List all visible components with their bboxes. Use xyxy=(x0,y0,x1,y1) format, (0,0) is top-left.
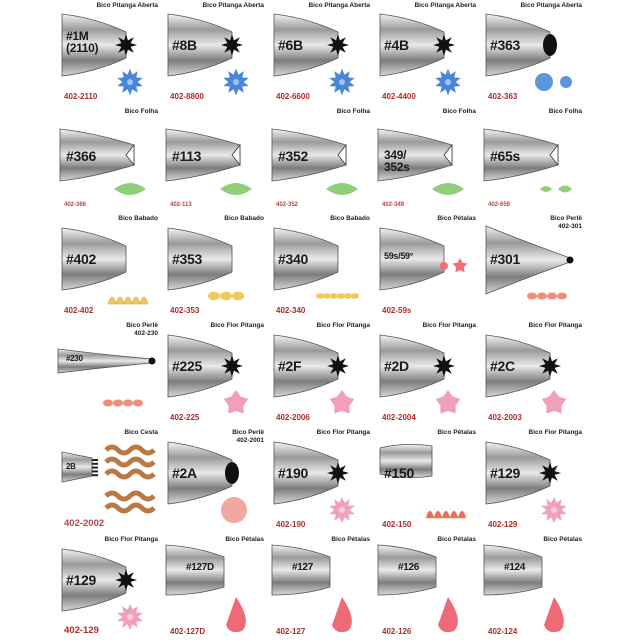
tip-number-label: #402 xyxy=(66,251,96,267)
tip-number-label: #126 xyxy=(398,562,420,573)
category-label: Bico Pitanga Aberta xyxy=(520,2,582,9)
tip-card xyxy=(268,107,374,214)
icing-basket-weave-sample xyxy=(106,459,154,465)
icing-ruffle-sample xyxy=(108,297,148,304)
category-label: Bico Folha xyxy=(124,108,158,115)
product-code-label: 402-190 xyxy=(276,520,306,529)
product-code-label: 402-363 xyxy=(488,92,518,101)
tip-illustration xyxy=(268,214,374,321)
category-label: Bico Cesta xyxy=(124,429,158,436)
category-label: Bico Perlê xyxy=(232,429,264,436)
tip-card xyxy=(56,321,162,428)
icing-dot-sample xyxy=(537,293,547,300)
tip-card xyxy=(56,535,162,642)
round-opening-icon xyxy=(567,257,574,264)
category-label: Bico Flor Pitanga xyxy=(528,322,582,329)
product-code-label: 402-113 xyxy=(170,202,192,208)
product-code-label: 402-150 xyxy=(382,520,412,529)
tip-card xyxy=(162,321,268,428)
icing-leaf-sample xyxy=(220,183,252,195)
tip-illustration xyxy=(374,428,480,535)
tip-number-label: #129 xyxy=(66,572,96,588)
icing-dot-sample xyxy=(133,400,143,407)
icing-flower-center xyxy=(127,614,133,620)
basket-teeth-icon xyxy=(92,467,98,469)
icing-ball-sample xyxy=(221,497,247,523)
icing-leaf-sample xyxy=(326,183,358,195)
product-code-label: 402-659 xyxy=(488,202,511,208)
icing-dot-sample xyxy=(330,293,338,299)
tip-card xyxy=(162,535,268,642)
tip-number-label: 2B xyxy=(66,462,76,471)
star-opening-icon xyxy=(115,569,137,591)
category-label: Bico Folha xyxy=(336,108,370,115)
product-code-label: 402-2004 xyxy=(382,413,416,422)
tip-number-label: #4B xyxy=(384,37,409,53)
product-code-label: 402-2001 xyxy=(236,437,264,444)
icing-dot-sample xyxy=(103,400,113,407)
tip-number-label: #150 xyxy=(384,465,414,481)
tip-illustration xyxy=(480,321,586,428)
tip-card xyxy=(56,214,162,321)
tip-illustration xyxy=(480,214,586,321)
tip-number-label: #225 xyxy=(172,358,202,374)
basket-teeth-icon xyxy=(92,470,98,472)
tip-illustration xyxy=(162,214,268,321)
icing-basket-weave-sample xyxy=(106,505,154,511)
tip-illustration xyxy=(268,428,374,535)
tip-number-label: #127D xyxy=(186,562,214,573)
icing-leaf-sample xyxy=(114,183,146,195)
tip-number-label: #190 xyxy=(278,465,308,481)
tip-card xyxy=(268,428,374,535)
category-label: Bico Babado xyxy=(330,215,370,222)
tip-card xyxy=(374,107,480,214)
tip-card xyxy=(162,428,268,535)
category-label: Bico Perlê xyxy=(126,322,158,329)
basket-teeth-icon xyxy=(92,463,98,465)
round-opening-icon xyxy=(543,34,557,56)
icing-blob-sample xyxy=(535,73,553,91)
category-label: Bico Flor Pitanga xyxy=(528,429,582,436)
tip-number-label: #352 xyxy=(278,148,308,164)
product-code-label: 402-366 xyxy=(64,202,87,208)
category-label: Bico Flor Pitanga xyxy=(210,322,264,329)
round-opening-icon xyxy=(225,462,239,484)
icing-dot-sample xyxy=(123,400,133,407)
tip-number-label: #2D xyxy=(384,358,409,374)
tip-card xyxy=(480,321,586,428)
product-code-label: 402-352 xyxy=(276,202,299,208)
tip-card xyxy=(268,535,374,642)
category-label: Bico Flor Pitanga xyxy=(316,429,370,436)
icing-dot-sample xyxy=(557,293,567,300)
category-label: Bico Pitanga Aberta xyxy=(96,2,158,9)
tip-card xyxy=(374,214,480,321)
icing-dot-sample xyxy=(232,292,244,300)
icing-petal-sample xyxy=(226,597,246,632)
tip-card xyxy=(480,428,586,535)
product-code-label: 402-126 xyxy=(382,627,412,636)
icing-ruffle-sample xyxy=(426,511,466,518)
tip-card xyxy=(480,214,586,321)
category-label: Bico Pitanga Aberta xyxy=(202,2,264,9)
tip-card xyxy=(162,214,268,321)
category-label: Bico Perlê xyxy=(550,215,582,222)
tip-illustration xyxy=(162,0,268,107)
tip-illustration xyxy=(374,214,480,321)
category-label: Bico Babado xyxy=(224,215,264,222)
tip-card xyxy=(56,428,162,535)
icing-dot-sample xyxy=(351,293,359,299)
tip-number-label: #113 xyxy=(172,148,202,164)
icing-drop-flower-sample xyxy=(224,390,249,414)
round-opening-icon xyxy=(149,358,156,365)
icing-leaf-sample xyxy=(432,183,464,195)
icing-dot-sample xyxy=(113,400,123,407)
star-opening-icon xyxy=(327,34,349,56)
category-label: Bico Pétalas xyxy=(331,536,370,543)
piping-tip-grid xyxy=(56,0,586,640)
icing-drop-flower-sample xyxy=(542,390,567,414)
tip-card xyxy=(374,0,480,107)
icing-blob-sample xyxy=(560,76,572,88)
basket-teeth-icon xyxy=(92,474,98,476)
icing-dot-sample xyxy=(344,293,352,299)
star-opening-icon xyxy=(327,355,349,377)
icing-basket-weave-sample xyxy=(106,447,154,453)
tip-illustration xyxy=(56,321,162,428)
icing-flower-center xyxy=(551,507,557,513)
icing-basket-weave-sample xyxy=(106,493,154,499)
tip-number-label: #301 xyxy=(490,251,520,267)
category-label: Bico Folha xyxy=(548,108,582,115)
product-code-label: 402-2110 xyxy=(64,92,98,101)
tip-card xyxy=(374,321,480,428)
icing-basket-weave-sample xyxy=(106,471,154,477)
category-label: Bico Pétalas xyxy=(225,536,264,543)
tip-illustration xyxy=(480,0,586,107)
icing-dot-sample xyxy=(337,293,345,299)
product-code-label: 402-2003 xyxy=(488,413,522,422)
star-opening-icon xyxy=(433,34,455,56)
tip-number-label: 59s/59° xyxy=(384,251,414,261)
tip-card xyxy=(56,107,162,214)
product-code-label: 402-8800 xyxy=(170,92,204,101)
category-label: Bico Babado xyxy=(118,215,158,222)
product-code-label: 402-340 xyxy=(276,306,306,315)
product-code-label: 402-127 xyxy=(276,627,306,636)
star-opening-icon xyxy=(115,34,137,56)
product-code-label: 402-2002 xyxy=(64,518,105,529)
category-label: Bico Flor Pitanga xyxy=(104,536,158,543)
tip-number-label: #366 xyxy=(66,148,96,164)
icing-flower-center xyxy=(339,507,345,513)
tip-illustration xyxy=(374,0,480,107)
category-label: Bico Folha xyxy=(442,108,476,115)
tip-card xyxy=(268,321,374,428)
category-label: Bico Pétalas xyxy=(543,536,582,543)
category-label: Bico Flor Pitanga xyxy=(422,322,476,329)
category-label: Bico Pétalas xyxy=(437,536,476,543)
product-code-label: 402-353 xyxy=(170,306,200,315)
icing-flower-center xyxy=(339,79,345,85)
tip-illustration xyxy=(268,321,374,428)
icing-petal-sample xyxy=(544,597,564,632)
product-code-label: 402-402 xyxy=(64,306,94,315)
tip-number-label: 349/ 352s xyxy=(384,148,410,174)
category-label: Bico Flor Pitanga xyxy=(316,322,370,329)
tip-illustration xyxy=(162,428,268,535)
tip-number-label: #127 xyxy=(292,562,314,573)
tip-illustration xyxy=(56,214,162,321)
product-code-label: 402-2006 xyxy=(276,413,310,422)
tip-number-label: #129 xyxy=(490,465,520,481)
icing-petal-sample xyxy=(452,258,467,273)
product-code-label: 402-129 xyxy=(488,520,518,529)
icing-dot-sample xyxy=(220,292,232,300)
icing-dot-sample xyxy=(208,292,220,300)
icing-leaf-sample xyxy=(540,186,552,192)
icing-flower-center xyxy=(445,79,451,85)
icing-dot-sample xyxy=(316,293,324,299)
tip-card xyxy=(374,535,480,642)
category-label: Bico Pitanga Aberta xyxy=(308,2,370,9)
icing-leaf-sample xyxy=(558,186,572,193)
tip-card xyxy=(480,535,586,642)
product-code-label: 402-230 xyxy=(134,330,158,337)
star-opening-icon xyxy=(221,34,243,56)
tip-number-label: #2F xyxy=(278,358,302,374)
product-code-label: 402-301 xyxy=(558,223,582,230)
category-label: Bico Pitanga Aberta xyxy=(414,2,476,9)
tip-number-label: #340 xyxy=(278,251,308,267)
product-code-label: 402-225 xyxy=(170,413,200,422)
tip-number-label: #2C xyxy=(490,358,515,374)
tip-illustration xyxy=(374,535,480,642)
tip-illustration xyxy=(162,535,268,642)
product-code-label: 402-129 xyxy=(64,625,99,636)
icing-petal-sample xyxy=(438,597,458,632)
icing-dot-sample xyxy=(323,293,331,299)
tip-illustration xyxy=(480,428,586,535)
star-opening-icon xyxy=(433,355,455,377)
tip-number-label: #65s xyxy=(490,148,520,164)
tip-number-label: #230 xyxy=(66,354,83,363)
tip-number-label: #353 xyxy=(172,251,202,267)
icing-flower-center xyxy=(233,79,239,85)
tip-number-label: #363 xyxy=(490,37,520,53)
tip-card xyxy=(162,107,268,214)
tip-card xyxy=(162,0,268,107)
product-code-label: 402-349 xyxy=(382,202,405,208)
product-code-label: 402-59s xyxy=(382,306,412,315)
tip-card xyxy=(268,214,374,321)
product-code-label: 402-124 xyxy=(488,627,518,636)
icing-petal-sample xyxy=(332,597,352,632)
icing-drop-flower-sample xyxy=(436,390,461,414)
tip-number-label: #2A xyxy=(172,465,197,481)
category-label: Bico Pétalas xyxy=(437,429,476,436)
tip-number-label: #124 xyxy=(504,562,526,573)
product-code-label: 402-6600 xyxy=(276,92,310,101)
tip-illustration xyxy=(374,321,480,428)
icing-dot-sample xyxy=(527,293,537,300)
tip-number-label: #8B xyxy=(172,37,197,53)
tip-card xyxy=(480,0,586,107)
star-opening-icon xyxy=(539,462,561,484)
icing-dot-sample xyxy=(547,293,557,300)
star-opening-icon xyxy=(327,462,349,484)
tip-card xyxy=(374,428,480,535)
basket-teeth-icon xyxy=(92,459,98,461)
tip-illustration xyxy=(268,535,374,642)
tip-card xyxy=(56,0,162,107)
tip-card xyxy=(480,107,586,214)
tip-card xyxy=(268,0,374,107)
star-opening-icon xyxy=(539,355,561,377)
tip-illustration xyxy=(268,0,374,107)
tip-number-label: #6B xyxy=(278,37,303,53)
tip-illustration xyxy=(480,535,586,642)
icing-flower-center xyxy=(127,79,133,85)
category-label: Bico Pétalas xyxy=(437,215,476,222)
product-code-label: 402-4400 xyxy=(382,92,416,101)
icing-drop-flower-sample xyxy=(330,390,355,414)
product-code-label: 402-127D xyxy=(170,627,206,636)
tip-number-label: #1M (2110) xyxy=(66,29,99,55)
star-opening-icon xyxy=(221,355,243,377)
tip-illustration xyxy=(162,321,268,428)
icing-petal-sample xyxy=(440,262,448,270)
